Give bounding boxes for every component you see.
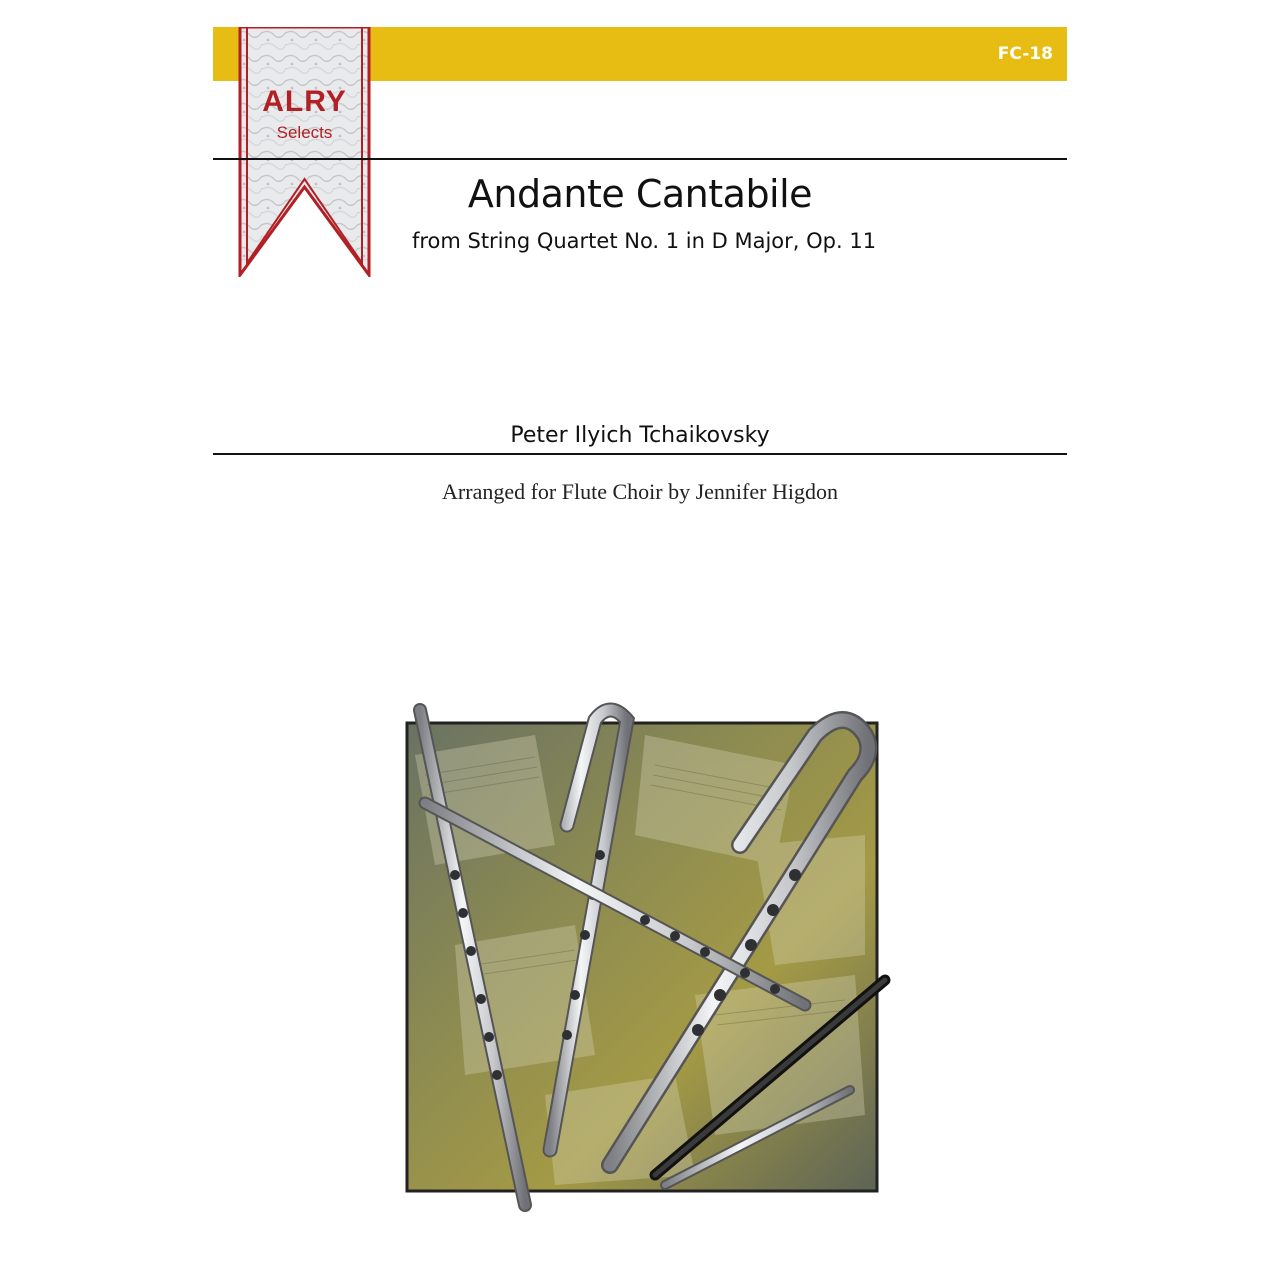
- composer-name: Peter Ilyich Tchaikovsky: [510, 423, 770, 448]
- work-title: Andante Cantabile: [467, 172, 813, 216]
- catalog-code: FC-18: [997, 44, 1053, 64]
- series-label: Selects: [276, 123, 333, 142]
- cover-illustration: [395, 695, 895, 1215]
- publisher-ribbon-logo: [238, 27, 371, 277]
- work-subtitle: from String Quartet No. 1 in D Major, Op. 11: [411, 229, 877, 253]
- ribbon-icon: [238, 27, 371, 277]
- brand-logo-text: ALRY: [262, 85, 347, 118]
- top-divider: [213, 158, 1067, 160]
- arranger-credit: Arranged for Flute Choir by Jennifer Higdon: [442, 479, 838, 504]
- composer-divider: [213, 453, 1067, 455]
- flute-collage-image: [395, 695, 895, 1215]
